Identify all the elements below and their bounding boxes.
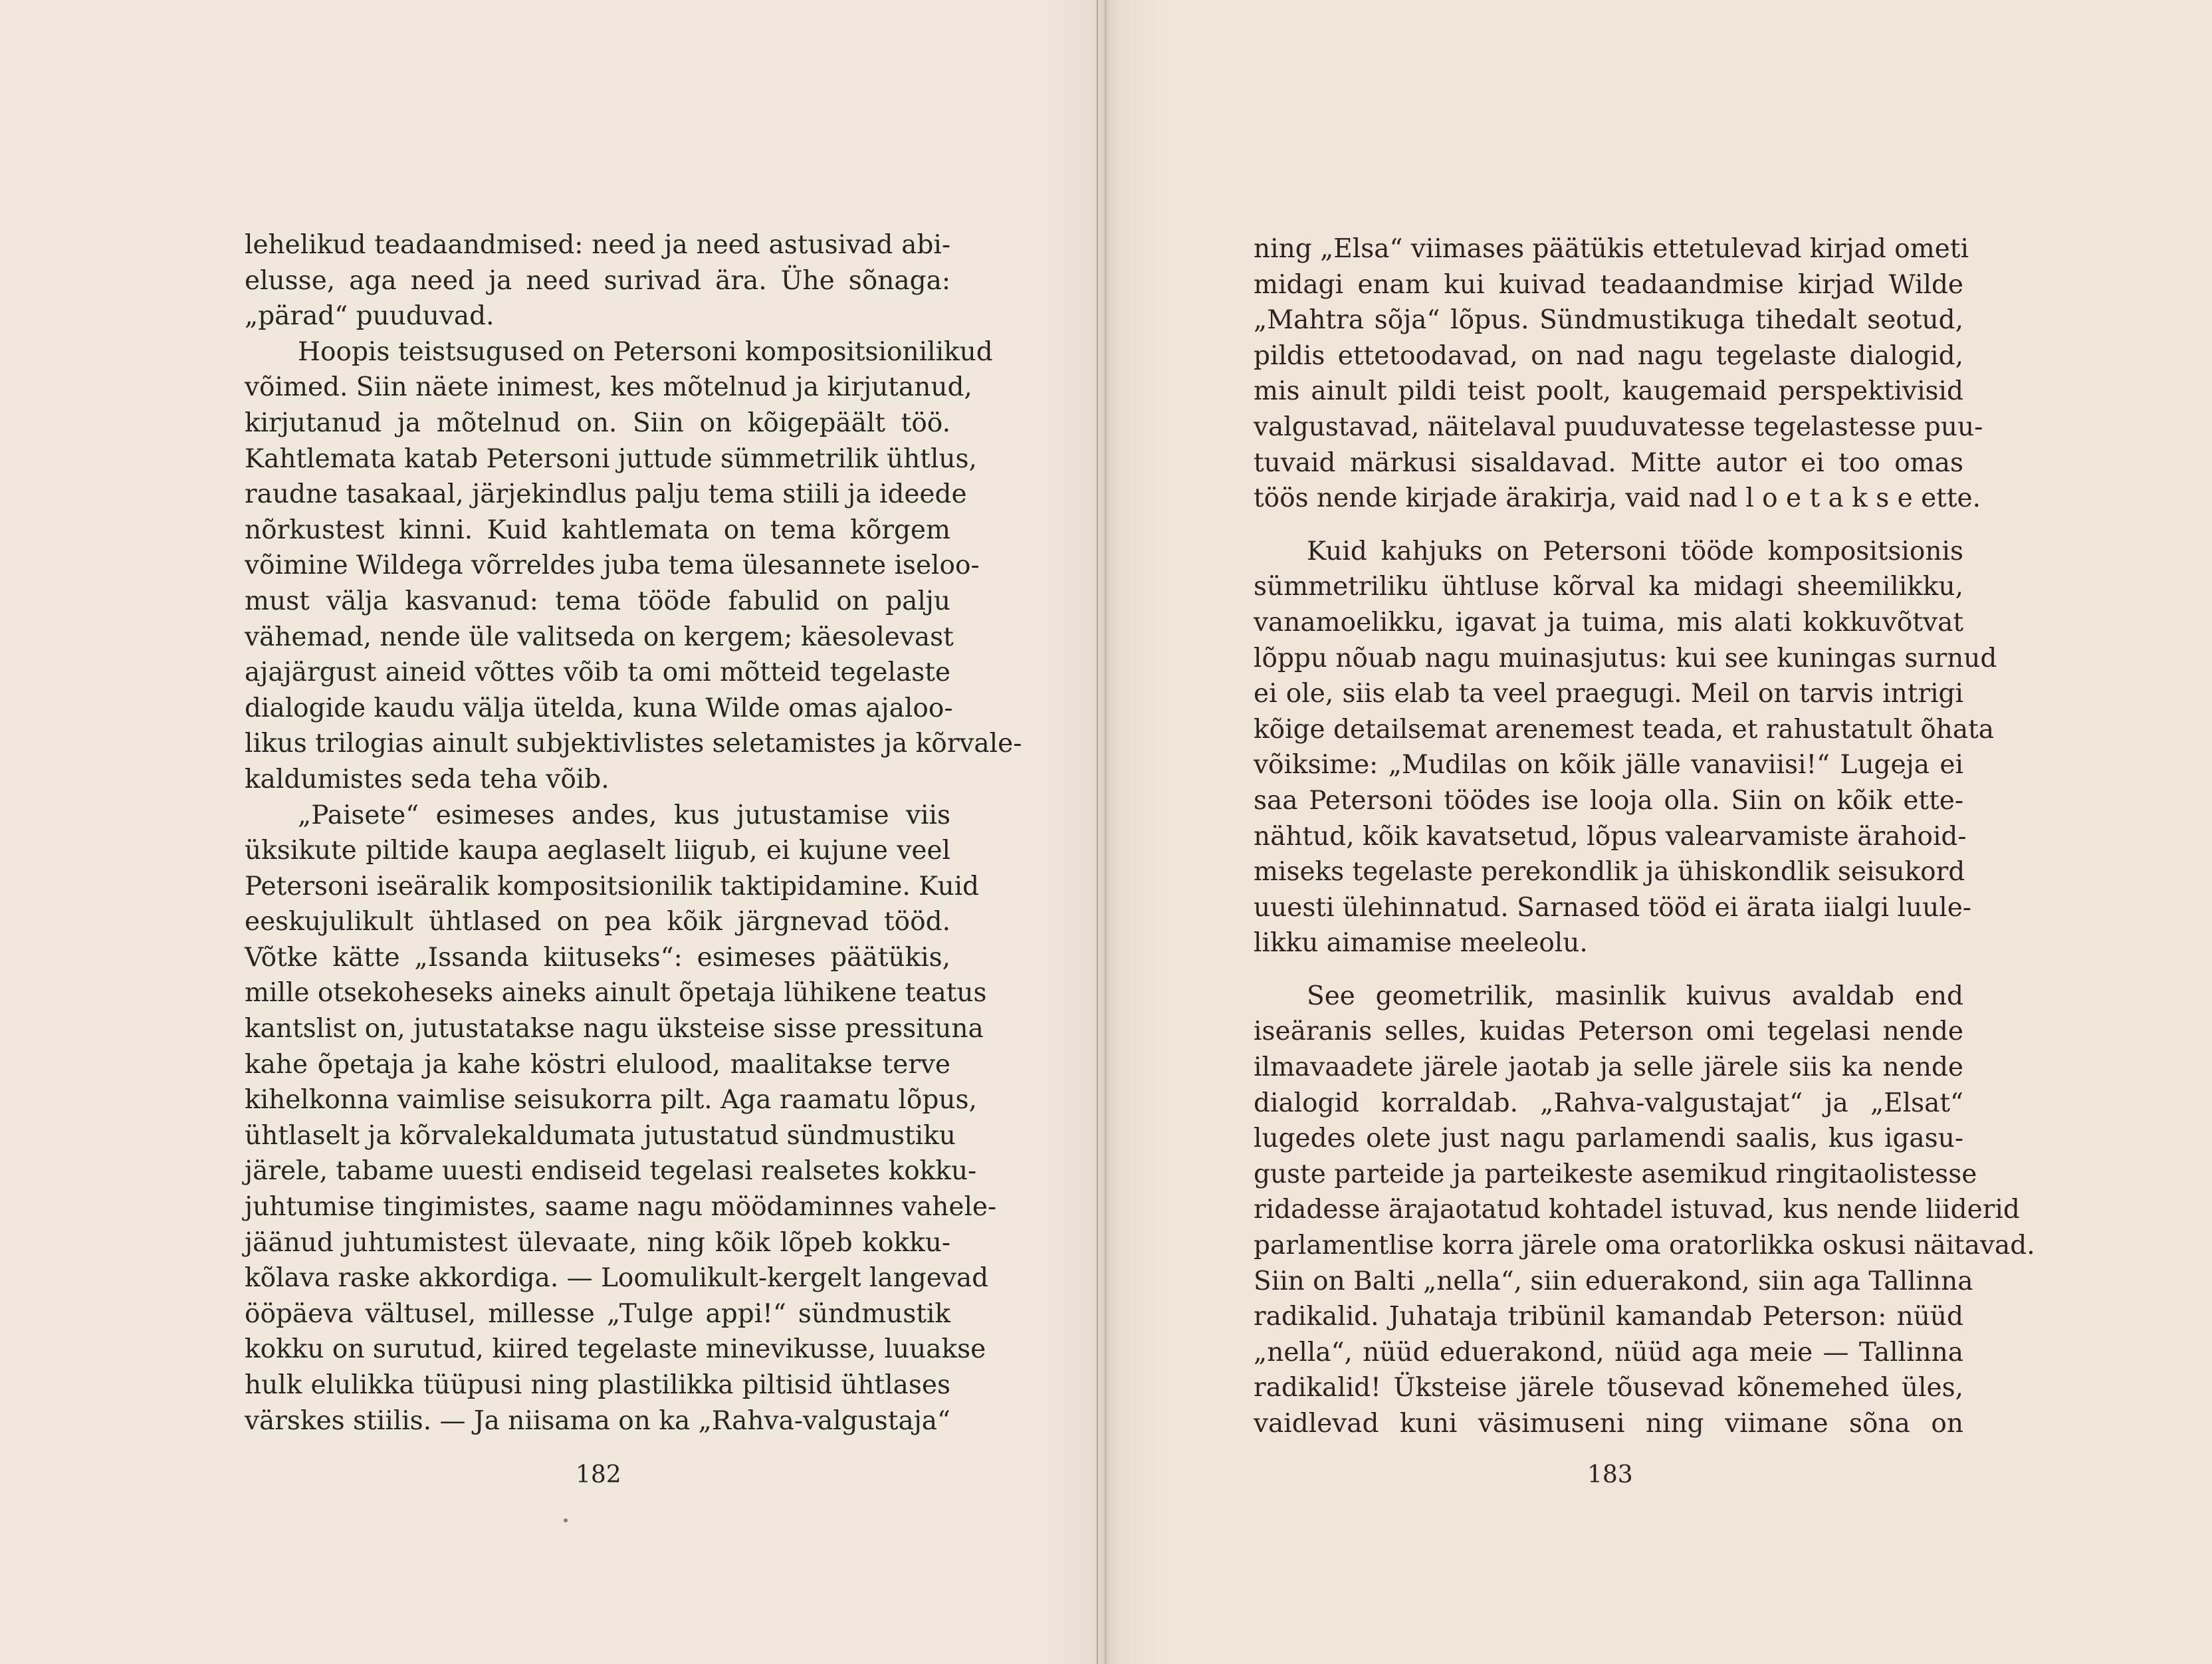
text-line: tuvaid märkusi sisaldavad. Mitte autor ei too omas: [1254, 447, 1963, 478]
text-line: saa Petersoni töödes ise looja olla. Siin on kõik ette-: [1254, 785, 1963, 816]
text-line: dialogid korraldab. „Rahva-valgustajat“ ja „Elsat“: [1254, 1088, 1963, 1118]
text-line: kõige detailsemat arenemest teada, et rahustatult õhata: [1254, 714, 1994, 745]
text-line: lehelikud teadaandmised: need ja need astusivad abi-: [245, 230, 950, 260]
text-line: võimed. Siin näete inimest, kes mõtelnud ja kirjutanud,: [245, 372, 972, 403]
text-line: sümmetriliku ühtluse kõrval ka midagi sheemilikku,: [1254, 572, 1963, 602]
text-line: midagi enam kui kuivad teadaandmise kirjad Wilde: [1254, 269, 1963, 300]
text-line: järele, tabame uuesti endiseid tegelasi realsetes kokku-: [245, 1156, 977, 1187]
text-line: valgustavad, näitelaval puuduvatesse tegelastesse puu-: [1254, 412, 1983, 442]
text-line: ei ole, siis elab ta veel praegugi. Meil on tarvis intrigi: [1254, 679, 1963, 709]
text-line: kokku on surutud, kiired tegelaste minevikusse, luuakse: [245, 1334, 986, 1365]
text-line: kaldumistes seda teha võib.: [245, 764, 609, 794]
text-line: ilmavaadete järele jaotab ja selle järele siis ka nende: [1254, 1052, 1963, 1083]
text-line: vanamoelikku, igavat ja tuima, mis alati kokkuvõtvat: [1254, 607, 1963, 638]
text-line: ning „Elsa“ viimases päätükis ettetulevad kirjad ometi: [1254, 234, 1969, 264]
text-line: ridadesse ärajaotatud kohtadel istuvad, kus nende liiderid: [1254, 1195, 2020, 1225]
text-line: iseäranis selles, kuidas Peterson omi tegelasi nende: [1254, 1016, 1963, 1047]
text-line: miseks tegelaste perekondlik ja ühiskondlik seisukord: [1254, 857, 1965, 888]
text-line: kihelkonna vaimlise seisukorra pilt. Aga raamatu lõpus,: [245, 1085, 977, 1116]
text-line: mis ainult pildi teist poolt, kaugemaid perspektivisid: [1254, 376, 1963, 407]
right-page-text: [1254, 231, 2035, 1442]
gutter-shadow: [1042, 0, 1168, 1664]
text-line: nõrkustest kinni. Kuid kahtlemata on tema kõrgem: [245, 515, 950, 545]
text-line: võimine Wildega võrreldes juba tema ülesannete iseloo-: [245, 550, 980, 581]
text-line: Võtke kätte „Issanda kiituseks“: esimeses päätükis,: [245, 942, 950, 973]
text-line: likus trilogias ainult subjektivlistes seletamistes ja kõrvale-: [245, 729, 1022, 759]
right-page-number: 183: [1587, 1461, 1633, 1488]
paragraph-gap: [1254, 961, 1963, 979]
text-line: üksikute piltide kaupa aeglaselt liigub, ei kujune veel: [245, 836, 950, 866]
text-line: värskes stiilis. — Ja niisama on ka „Rahva-valgustaja“: [245, 1405, 950, 1436]
paper-speck: [564, 1518, 568, 1522]
text-line: kahe õpetaja ja kahe köstri elulood, maalitakse terve: [245, 1049, 950, 1080]
text-line: „pärad“ puuduvad.: [245, 301, 495, 332]
text-line: uuesti ülehinnatud. Sarnased tööd ei ärata iialgi luule-: [1254, 892, 1971, 923]
text-line: kõlava raske akkordiga. — Loomulikult-kergelt langevad: [245, 1263, 989, 1294]
text-line: eeskujulikult ühtlased on pea kõik järgnevad tööd.: [245, 907, 950, 937]
text-line: ööpäeva vältusel, millesse „Tulge appi!“ sündmustik: [245, 1298, 950, 1329]
left-page-number: 182: [576, 1461, 621, 1488]
text-line: ajajärgust aineid võttes võib ta omi mõtteid tegelaste: [245, 657, 950, 688]
text-line: töös nende kirjade ärakirja, vaid nad l o e t a k s e ette.: [1254, 483, 1981, 514]
text-line: vähemad, nende üle valitseda on kergem; käesolevast: [245, 622, 954, 652]
text-line: pildis ettetoodavad, on nad nagu tegelaste dialogid,: [1254, 340, 1963, 371]
text-line: „Paisete“ esimeses andes, kus jutustamise viis: [298, 800, 950, 830]
text-line: likku aimamise meeleolu.: [1254, 928, 1588, 959]
text-line: võiksime: „Mudilas on kõik jälle vanaviisi!“ Lugeja ei: [1254, 750, 1963, 780]
text-line: raudne tasakaal, järjekindlus palju tema stiili ja ideede: [245, 479, 967, 510]
text-line: nähtud, kõik kavatsetud, lõpus valearvamiste ärahoid-: [1254, 821, 1967, 852]
text-line: Kahtlemata katab Petersoni juttude sümmetrilik ühtlus,: [245, 443, 977, 474]
left-page-text: [245, 227, 1022, 1439]
text-line: See geometrilik, masinlik kuivus avaldab end: [1307, 981, 1963, 1011]
text-line: radikalid. Juhataja tribünil kamandab Peterson: nüüd: [1254, 1302, 1963, 1332]
text-line: dialogide kaudu välja ütelda, kuna Wilde omas ajaloo-: [245, 693, 953, 723]
text-line: „Mahtra sõja“ lõpus. Sündmustikuga tihedalt seotud,: [1254, 305, 1963, 336]
text-line: kirjutanud ja mõtelnud on. Siin on kõigepäält töö.: [245, 408, 950, 438]
text-line: elusse, aga need ja need surivad ära. Ühe sõnaga:: [245, 265, 950, 296]
text-line: hulk elulikka tüüpusi ning plastilikka piltisid ühtlases: [245, 1370, 950, 1400]
text-line: parlamentlise korra järele oma oratorlikka oskusi näitavad.: [1254, 1231, 2035, 1261]
text-line: „nella“, nüüd eduerakond, nüüd aga meie — Tallinna: [1254, 1337, 1963, 1367]
text-line: Kuid kahjuks on Petersoni tööde kompositsionis: [1307, 536, 1963, 566]
gutter-fold: [1097, 0, 1098, 1664]
text-line: juhtumise tingimistes, saame nagu möödaminnes vahele-: [245, 1192, 997, 1223]
text-line: jäänud juhtumistest ülevaate, ning kõik lõpeb kokku-: [245, 1227, 950, 1258]
text-line: Petersoni iseäralik kompositsionilik taktipidamine. Kuid: [245, 871, 980, 901]
text-line: radikalid! Üksteise järele tõusevad kõnemehed üles,: [1254, 1373, 1963, 1403]
text-line: mille otsekoheseks aineks ainult õpetaja lühikene teatus: [245, 978, 987, 1009]
paragraph-gap: [1254, 517, 1963, 534]
text-line: guste parteide ja parteikeste asemikud ringitaolistesse: [1254, 1159, 1977, 1189]
text-line: Siin on Balti „nella“, siin eduerakond, siin aga Tallinna: [1254, 1266, 1973, 1296]
text-line: kantslist on, jutustatakse nagu üksteise sisse pressituna: [245, 1014, 984, 1044]
text-line: ühtlaselt ja kõrvalekaldumata jutustatud sündmustiku: [245, 1120, 956, 1151]
text-line: lugedes olete just nagu parlamendi saalis, kus igasu-: [1254, 1124, 1963, 1154]
text-line: lõppu nõuab nagu muinasjutus: kui see kuningas surnud: [1254, 643, 1997, 673]
text-line: must välja kasvanud: tema tööde fabulid on palju: [245, 586, 950, 616]
text-line: Hoopis teistsugused on Petersoni kompositsionilikud: [298, 336, 993, 367]
text-line: vaidlevad kuni väsimuseni ning viimane sõna on: [1254, 1409, 1963, 1439]
